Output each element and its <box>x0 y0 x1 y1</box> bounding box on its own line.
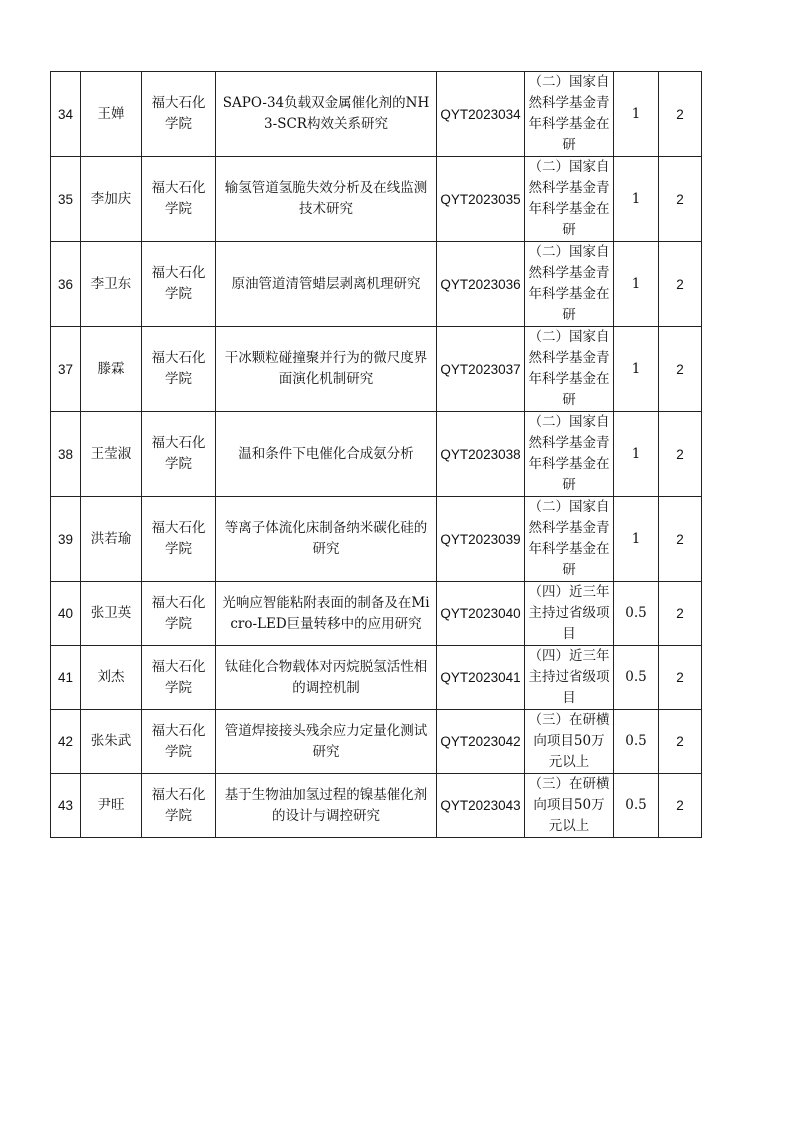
project-category: （二）国家自然科学基金青年科学基金在研 <box>525 242 614 327</box>
quota-value: 2 <box>659 582 702 646</box>
project-title: 干冰颗粒碰撞聚并行为的微尺度界面演化机制研究 <box>216 327 437 412</box>
college-name: 福大石化学院 <box>142 242 216 327</box>
project-code: QYT2023039 <box>437 497 525 582</box>
project-title: 光响应智能粘附表面的制备及在Micro-LED巨量转移中的应用研究 <box>216 582 437 646</box>
quota-value: 2 <box>659 242 702 327</box>
score-value: 1 <box>614 412 659 497</box>
project-code: QYT2023040 <box>437 582 525 646</box>
project-title: 等离子体流化床制备纳米碳化硅的研究 <box>216 497 437 582</box>
college-name: 福大石化学院 <box>142 412 216 497</box>
quota-value: 2 <box>659 774 702 838</box>
quota-value: 2 <box>659 497 702 582</box>
table-row <box>51 72 702 157</box>
row-number: 43 <box>51 774 81 838</box>
quota-value: 2 <box>659 710 702 774</box>
project-category: （二）国家自然科学基金青年科学基金在研 <box>525 412 614 497</box>
row-number: 35 <box>51 157 81 242</box>
row-number: 38 <box>51 412 81 497</box>
project-category: （三）在研横向项目50万元以上 <box>525 774 614 838</box>
table-row <box>51 242 702 327</box>
score-value: 1 <box>614 327 659 412</box>
row-number: 34 <box>51 72 81 157</box>
quota-value: 2 <box>659 646 702 710</box>
table-row <box>51 646 702 710</box>
score-value: 1 <box>614 497 659 582</box>
person-name: 李卫东 <box>81 242 142 327</box>
project-code: QYT2023035 <box>437 157 525 242</box>
project-title: 钛硅化合物载体对丙烷脱氢活性相的调控机制 <box>216 646 437 710</box>
person-name: 尹旺 <box>81 774 142 838</box>
table-row <box>51 157 702 242</box>
quota-value: 2 <box>659 412 702 497</box>
project-code: QYT2023038 <box>437 412 525 497</box>
project-title: SAPO-34负载双金属催化剂的NH3-SCR构效关系研究 <box>216 72 437 157</box>
table-row <box>51 327 702 412</box>
project-table <box>50 71 702 838</box>
score-value: 0.5 <box>614 646 659 710</box>
quota-value: 2 <box>659 327 702 412</box>
row-number: 40 <box>51 582 81 646</box>
person-name: 洪若瑜 <box>81 497 142 582</box>
college-name: 福大石化学院 <box>142 710 216 774</box>
table-row <box>51 582 702 646</box>
person-name: 滕霖 <box>81 327 142 412</box>
project-category: （二）国家自然科学基金青年科学基金在研 <box>525 72 614 157</box>
project-title: 原油管道清管蜡层剥离机理研究 <box>216 242 437 327</box>
table-row <box>51 710 702 774</box>
project-code: QYT2023034 <box>437 72 525 157</box>
person-name: 王婵 <box>81 72 142 157</box>
college-name: 福大石化学院 <box>142 497 216 582</box>
college-name: 福大石化学院 <box>142 327 216 412</box>
project-category: （二）国家自然科学基金青年科学基金在研 <box>525 157 614 242</box>
project-title: 管道焊接接头残余应力定量化测试研究 <box>216 710 437 774</box>
project-code: QYT2023042 <box>437 710 525 774</box>
project-category: （二）国家自然科学基金青年科学基金在研 <box>525 327 614 412</box>
table-row <box>51 774 702 838</box>
quota-value: 2 <box>659 72 702 157</box>
college-name: 福大石化学院 <box>142 582 216 646</box>
person-name: 李加庆 <box>81 157 142 242</box>
person-name: 张卫英 <box>81 582 142 646</box>
project-code: QYT2023041 <box>437 646 525 710</box>
person-name: 张朱武 <box>81 710 142 774</box>
score-value: 1 <box>614 72 659 157</box>
table-row <box>51 497 702 582</box>
score-value: 1 <box>614 242 659 327</box>
table-row <box>51 412 702 497</box>
project-category: （二）国家自然科学基金青年科学基金在研 <box>525 497 614 582</box>
college-name: 福大石化学院 <box>142 72 216 157</box>
score-value: 0.5 <box>614 774 659 838</box>
college-name: 福大石化学院 <box>142 646 216 710</box>
row-number: 41 <box>51 646 81 710</box>
person-name: 刘杰 <box>81 646 142 710</box>
project-category: （三）在研横向项目50万元以上 <box>525 710 614 774</box>
row-number: 39 <box>51 497 81 582</box>
score-value: 1 <box>614 157 659 242</box>
table-body <box>51 72 702 838</box>
quota-value: 2 <box>659 157 702 242</box>
college-name: 福大石化学院 <box>142 157 216 242</box>
row-number: 37 <box>51 327 81 412</box>
project-category: （四）近三年主持过省级项目 <box>525 582 614 646</box>
project-title: 基于生物油加氢过程的镍基催化剂的设计与调控研究 <box>216 774 437 838</box>
row-number: 42 <box>51 710 81 774</box>
project-code: QYT2023037 <box>437 327 525 412</box>
row-number: 36 <box>51 242 81 327</box>
project-code: QYT2023043 <box>437 774 525 838</box>
project-code: QYT2023036 <box>437 242 525 327</box>
project-title: 温和条件下电催化合成氨分析 <box>216 412 437 497</box>
college-name: 福大石化学院 <box>142 774 216 838</box>
score-value: 0.5 <box>614 710 659 774</box>
project-category: （四）近三年主持过省级项目 <box>525 646 614 710</box>
project-title: 输氢管道氢脆失效分析及在线监测技术研究 <box>216 157 437 242</box>
person-name: 王莹淑 <box>81 412 142 497</box>
score-value: 0.5 <box>614 582 659 646</box>
